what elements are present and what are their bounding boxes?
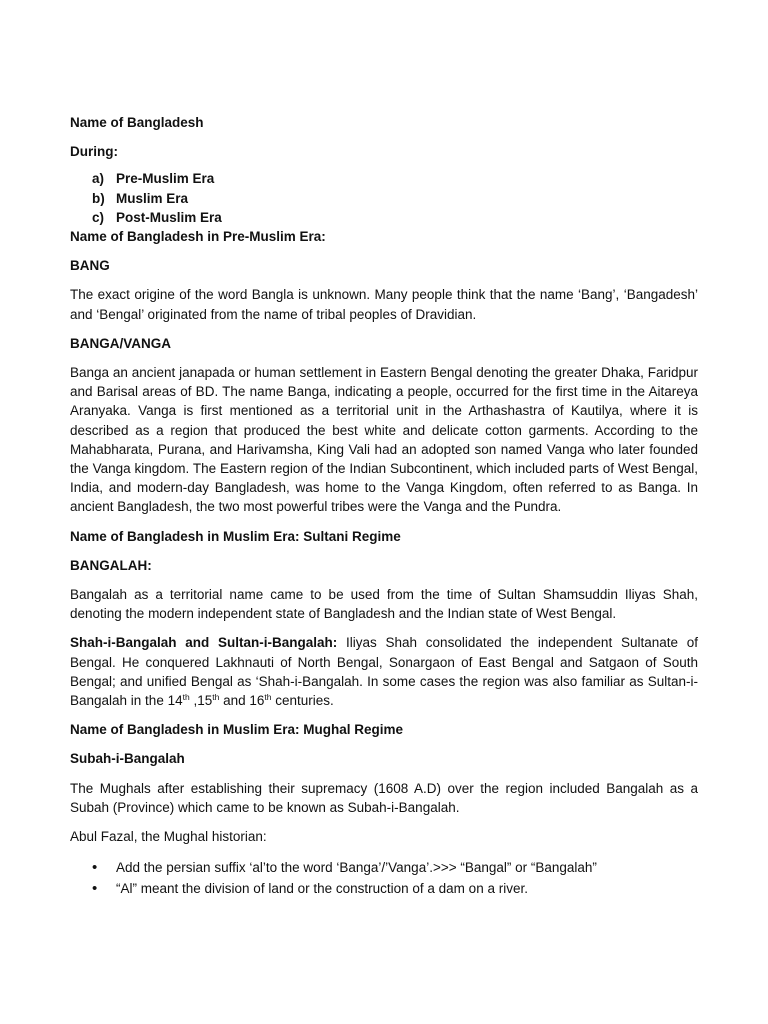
- bangalah-heading: BANGALAH:: [70, 557, 152, 573]
- abul-fazal-line: Abul Fazal, the Mughal historian:: [70, 829, 267, 845]
- subah-paragraph: The Mughals after establishing their supremacy (1608 A.D) over the region included Bangalah as a Subah (Province) which came to be known as Subah-i-Bangalah.: [70, 780, 698, 815]
- bang-heading: BANG: [70, 258, 110, 274]
- bullet-list: [70, 858, 698, 897]
- bang-paragraph: The exact origine of the word Bangla is unknown. Many people think that the name ‘Bang’, ‘Bangadesh’ and ‘Bengal’ originated from the name of tribal peoples of Dravidian.: [70, 287, 698, 322]
- banga-heading: BANGA/VANGA: [70, 335, 171, 351]
- list-item: [70, 879, 698, 898]
- pre-muslim-heading: Name of Bangladesh in Pre-Muslim Era:: [70, 229, 326, 245]
- shah-text: Iliyas Shah consolidated the independent Sultanate of Bengal. He conquered Lakhnauti of North Bengal, Sonargaon of East Bengal and Satgaon of South Bengal; and unified Bengal as ‘Shah-i-Bangalah. In some cases the region was also familiar as Sultan-i-Bangalah in the 14: [70, 635, 698, 709]
- list-item-label: Pre-Muslim Era: [116, 171, 215, 187]
- shah-text-mid: ,15: [189, 693, 213, 709]
- era-list: [70, 169, 698, 227]
- shah-lead: Shah-i-Bangalah and Sultan-i-Bangalah:: [70, 635, 338, 651]
- list-item: [70, 208, 698, 227]
- bangalah-paragraph: Bangalah as a territorial name came to be used from the time of Sultan Shamsuddin Iliyas Shah, denoting the modern independent state of Bangladesh and the Indian state of West Bengal.: [70, 587, 698, 622]
- shah-paragraph: [70, 633, 698, 710]
- list-item: [70, 169, 698, 188]
- document-title: Name of Bangladesh: [70, 115, 204, 130]
- list-item-label: Post-Muslim Era: [116, 209, 222, 225]
- list-item: [70, 189, 698, 208]
- list-item-label: “Al” meant the division of land or the construction of a dam on a river.: [116, 880, 528, 896]
- subah-heading: Subah-i-Bangalah: [70, 751, 185, 767]
- sultani-heading: Name of Bangladesh in Muslim Era: Sultani Regime: [70, 528, 401, 544]
- banga-paragraph: Banga an ancient janapada or human settlement in Eastern Bengal denoting the greater Dhaka, Faridpur and Barisal areas of BD. The name Banga, indicating a people, occurred for the first time in the Aitareya Aranyaka. Vanga is first mentioned as a territorial unit in the Arthashastra of Kautilya, where it is described as a region that produced the best white and delicate cotton garments. According to the Mahabharata, Purana, and Harivamsha, King Vali had an adopted son named Vanga who later founded the Vanga kingdom. The Eastern region of the Indian Subcontinent, which included parts of West Bengal, India, and modern-day Bangladesh, was home to the Vanga Kingdom, often referred to as Banga. In ancient Bangladesh, the two most powerful tribes were the Vanga and the Pundra.: [70, 365, 698, 515]
- list-item: [70, 858, 698, 877]
- shah-text-end: centuries.: [271, 693, 334, 709]
- list-item-label: Muslim Era: [116, 190, 189, 206]
- superscript: th: [212, 692, 220, 703]
- bullet-icon: [70, 879, 116, 898]
- list-marker: b): [92, 190, 105, 206]
- mughal-heading: Name of Bangladesh in Muslim Era: Mughal Regime: [70, 722, 404, 738]
- shah-text-mid: and 16: [219, 693, 265, 709]
- list-marker: c): [92, 209, 105, 225]
- bullet-icon: [70, 858, 116, 877]
- superscript: th: [264, 692, 272, 703]
- list-item-label: Add the persian suffix ‘al’to the word ‘Banga’/’Vanga’.>>> “Bangal” or “Bangalah”: [116, 860, 597, 876]
- superscript: th: [182, 692, 190, 703]
- during-label: During:: [70, 144, 118, 160]
- list-marker: a): [92, 171, 105, 187]
